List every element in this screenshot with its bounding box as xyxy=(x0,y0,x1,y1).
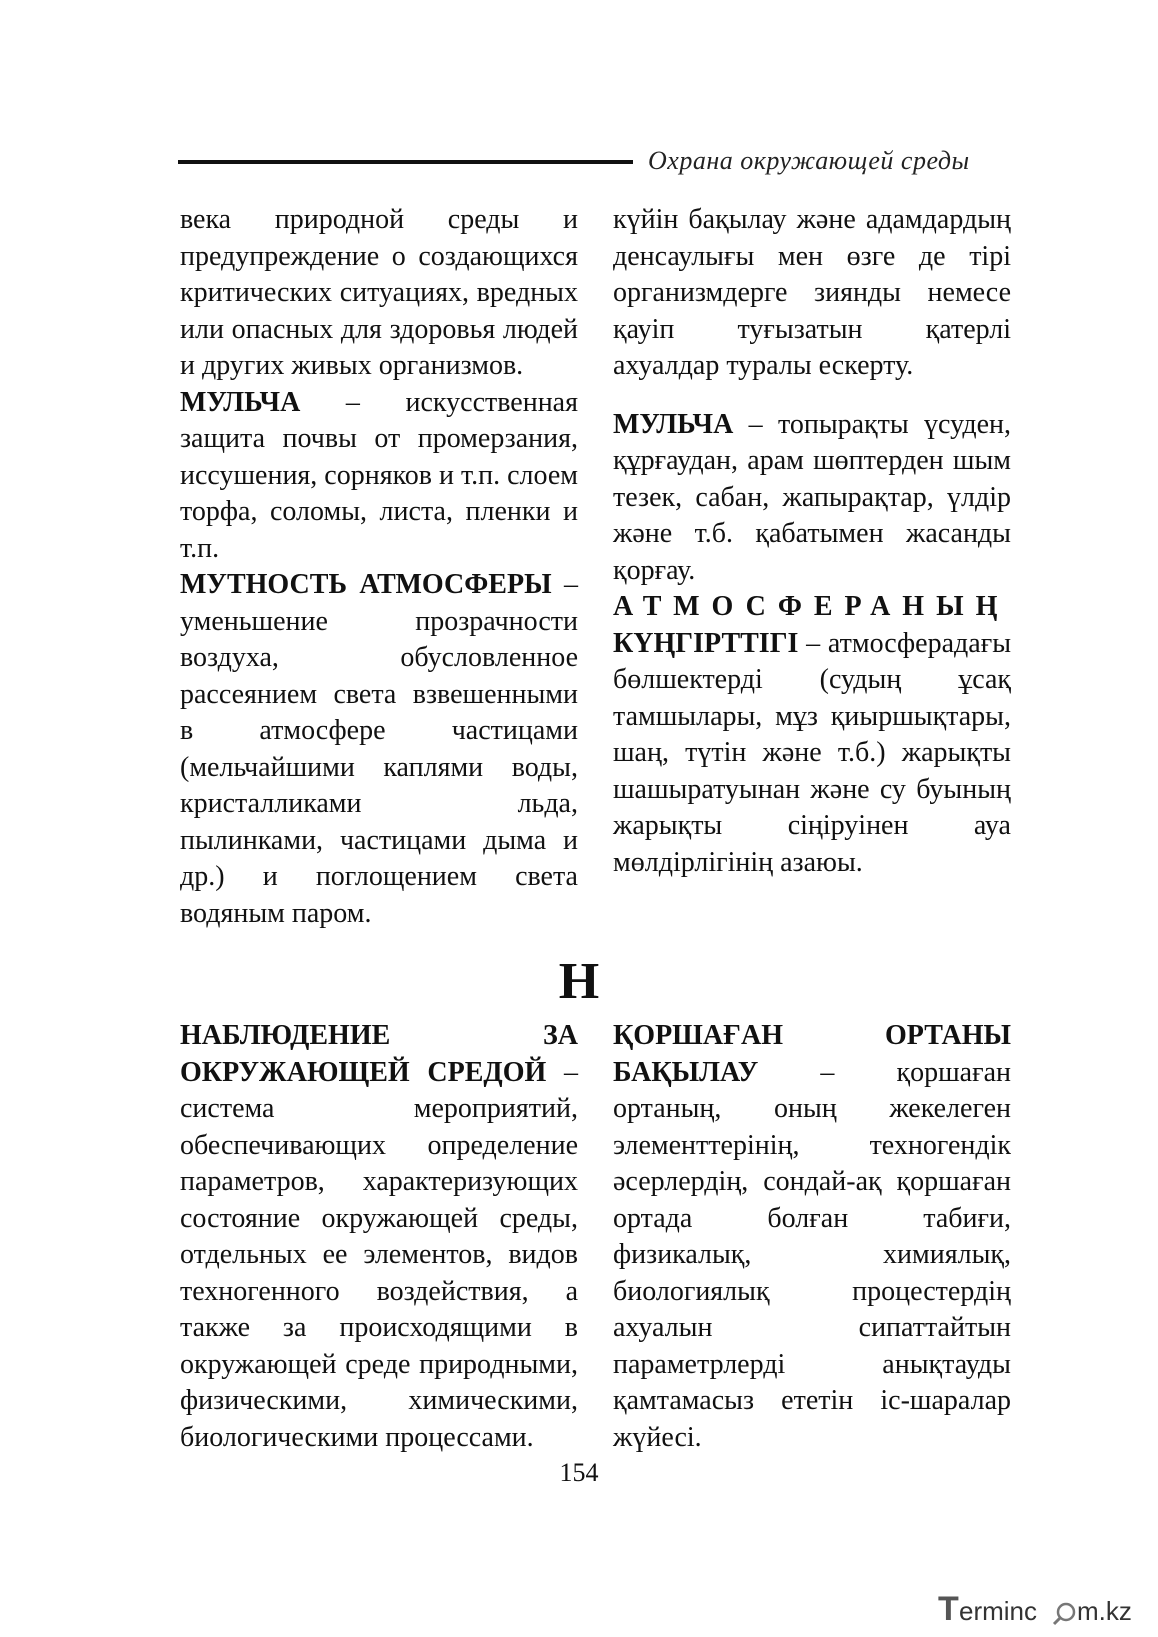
term-heading-line1: АТМОСФЕРАНЫҢ xyxy=(613,591,1010,622)
term-heading: МУТНОСТЬ АТМОСФЕРЫ xyxy=(180,569,552,600)
term-heading: ҚОРШАҒАН ОРТАНЫ БАҚЫЛАУ xyxy=(613,1020,1011,1088)
term-definition: – топырақты үсуден, құрғаудан, арам шөптерден шым тезек, сабан, жапырақтар, үлдір және т.б. қабатымен жасанды қорғау. xyxy=(613,408,1011,586)
term-heading-line2: КҮҢГІРТТІГІ xyxy=(613,627,799,659)
term-definition: – искусственная защита почвы от промерзания, иссушения, сорняков и т.п. слоем торфа, соломы, листа, пленки и т.п. xyxy=(180,386,578,564)
term-definition: – система мероприятий, обеспечивающих определение параметров, характеризующих состояние окружающей среды, отдельных ее элементов, видов техногенного воздействия, а также за происходящими в окружающей среде природными, физическими, химическими, биологическими процессами. xyxy=(180,1056,578,1453)
right-column-top xyxy=(613,202,1011,881)
magnifier-icon xyxy=(1054,1604,1074,1624)
watermark-mid: erminc xyxy=(959,1596,1038,1626)
watermark-graphic xyxy=(938,1590,1148,1628)
entry-mulcha-ru xyxy=(180,385,578,568)
watermark-logo xyxy=(938,1590,1148,1628)
right-column-bottom xyxy=(613,1018,1011,1456)
entry-mutnost-ru xyxy=(180,567,578,932)
term-heading: МУЛЬЧА xyxy=(613,408,734,440)
term-definition: – қоршаған ортаның, оның жекелеген элементтерінің, техногендік әсерлердің, сондай-ақ қоршаған ортада болған табиғи, физикалық, химиялық, биологиялық процестердің ахуалын сипаттайтын параметрлерді анықтауды қамтамасыз ететін іс-шаралар жүйесі. xyxy=(613,1056,1011,1453)
term-definition: – уменьшение прозрачности воздуха, обусловленное рассеянием света взвешенными в атмосфере частицами (мельчайшими каплями воды, кристалликами льда, пылинками, частицами дыма и др.) и поглощением света водяным паром. xyxy=(180,569,578,929)
entry-mulcha-kz xyxy=(613,407,1011,590)
left-column-top xyxy=(180,202,578,932)
left-column-bottom xyxy=(180,1018,578,1456)
watermark-t: T xyxy=(938,1590,959,1628)
entry-korshagan-kz xyxy=(613,1018,1011,1456)
continued-definition-ru: века природной среды и предупреждение о создающихся критических ситуациях, вредных или опасных для здоровья людей и других живых организмов. xyxy=(180,204,578,381)
term-heading: НАБЛЮДЕНИЕ ЗА ОКРУЖАЮЩЕЙ СРЕДОЙ xyxy=(180,1020,578,1088)
watermark-end: m.kz xyxy=(1077,1596,1132,1626)
page-number: 154 xyxy=(559,1458,599,1487)
continued-definition-kz: күйін бақылау және адамдардың денсаулығы мен өзге де тірі организмдерге зиянды немесе қауіп туғызатын қатерлі ахуалдар туралы ескерту. xyxy=(613,204,1011,381)
term-heading: МУЛЬЧА xyxy=(180,386,301,418)
entry-nablyudenie-ru xyxy=(180,1018,578,1456)
entry-kungirttigi-kz xyxy=(613,589,1011,881)
term-definition: – атмосферадағы бөлшектерді (судың ұсақ тамшылары, мұз қиыршықтары, шаң, түтін және т.б.) жарықты шашыратуынан және су буының жарықты сіңіруінен ауа мөлдірлігінің азаюы. xyxy=(613,627,1011,878)
header-rule xyxy=(178,160,633,164)
running-header: Охрана окружающей среды xyxy=(648,146,970,175)
section-letter: Н xyxy=(558,953,600,1010)
